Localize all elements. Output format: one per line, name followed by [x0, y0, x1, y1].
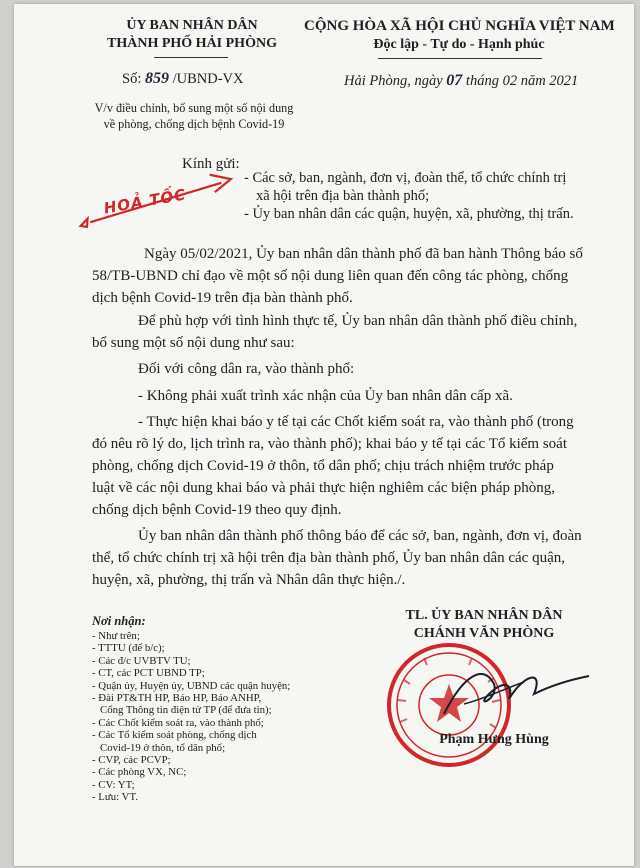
org-name-line1: ỦY BAN NHÂN DÂN — [126, 18, 258, 33]
recipient-item: - Các Tổ kiểm soát phòng, chống dịch — [92, 729, 257, 742]
org-underline — [154, 57, 228, 58]
paragraph-4: - Không phải xuất trình xác nhận của Ủy ban nhân dân cấp xã. — [138, 388, 513, 404]
addressee-label: Kính gửi: — [182, 156, 240, 172]
paragraph-5-line3: phòng, chống dịch Covid-19 ở thôn, tổ dân phố; chịu trách nhiệm trước pháp — [92, 458, 554, 474]
signer-name: Phạm Hưng Hùng — [439, 732, 549, 747]
recipient-item: - TTTU (để b/c); — [92, 642, 165, 655]
paragraph-2-line2: bổ sung một số nội dung như sau: — [92, 335, 295, 351]
recipient-item: Cổng Thông tin điện tử TP (để đưa tin); — [100, 704, 272, 717]
recipient-item: - Như trên; — [92, 630, 140, 642]
signature-line2: CHÁNH VĂN PHÒNG — [413, 626, 555, 641]
paragraph-6-line1: Ủy ban nhân dân thành phố thông báo để các sở, ban, ngành, đơn vị, đoàn — [138, 528, 582, 544]
recipient-item: - Các Chốt kiểm soát ra, vào thành phố; — [92, 716, 264, 729]
urgent-stamp — [71, 162, 248, 246]
addressee-item1-line1: - Các sở, ban, ngành, đơn vị, đoàn thể, tổ chức chính trị — [244, 170, 567, 186]
recipient-item: - CT, các PCT UBND TP; — [92, 667, 205, 680]
recipient-item: - CV: YT; — [92, 778, 135, 791]
urgent-stamp-text: HOẢ TỐC — [102, 185, 188, 218]
paragraph-6-line2: thể, tổ chức chính trị xã hội trên địa bàn thành phố, Ủy ban nhân dân các quận, — [92, 550, 565, 566]
document-number-value: 859 — [144, 70, 169, 87]
paragraph-1-line1: Ngày 05/02/2021, Ủy ban nhân dân thành phố đã ban hành Thông báo số — [144, 246, 583, 262]
paragraph-1-line2: 58/TB-UBND chỉ đạo về một số nội dung liên quan đến công tác phòng, chống — [92, 268, 569, 284]
paragraph-5-line2: đó nêu rõ lý do, lịch trình ra, vào thành phố); khai báo y tế tại các Tổ kiểm soát — [92, 436, 568, 452]
paragraph-6-line3: huyện, xã, phường, thị trấn và Nhân dân thực hiện./. — [92, 572, 406, 588]
paragraph-5-line1: - Thực hiện khai báo y tế tại các Chốt kiểm soát ra, vào thành phố (trong — [138, 414, 574, 430]
signature-scribble — [434, 654, 594, 734]
recipient-item: - CVP, các PCVP; — [92, 754, 171, 767]
subject-line2: về phòng, chống dịch bệnh Covid-19 — [103, 117, 285, 131]
paragraph-2-line1: Để phù hợp với tình hình thực tế, Ủy ban nhân dân thành phố điều chỉnh, — [138, 313, 578, 329]
addressee-item2: - Ủy ban nhân dân các quận, huyện, xã, phường, thị trấn. — [244, 206, 574, 222]
recipient-item: Covid-19 ở thôn, tổ dân phố; — [100, 741, 226, 754]
document-page — [14, 4, 634, 866]
nation-line2: Độc lập - Tự do - Hạnh phúc — [373, 37, 545, 52]
handwritten-signature — [434, 654, 594, 739]
paragraph-5-line4: luật về các nội dung khai báo và phải thực hiện nghiêm các biện pháp phòng, — [92, 480, 555, 496]
subject-line1: V/v điều chỉnh, bổ sung một số nội dung — [94, 101, 294, 115]
addressee-item1-line2: xã hội trên địa bàn thành phố; — [256, 188, 430, 204]
recipients-label: Nơi nhận: — [92, 614, 146, 628]
org-name-line2: THÀNH PHỐ HẢI PHÒNG — [107, 36, 277, 51]
recipient-item: - Lưu: VT. — [92, 791, 138, 804]
document-number: Số: 859 /UBND-VX — [122, 70, 244, 87]
recipients-list — [92, 630, 290, 804]
document-date: Hải Phòng, ngày 07 tháng 02 năm 2021 — [344, 72, 579, 89]
paragraph-5-line5: chống dịch bệnh Covid-19 theo quy định. — [92, 502, 342, 518]
paragraph-3: Đối với công dân ra, vào thành phố: — [138, 361, 355, 377]
recipient-item: - Đài PT&TH HP, Báo HP, Báo ANHP, — [92, 692, 262, 705]
recipient-item: - Các đ/c UVBTV TU; — [92, 654, 191, 667]
nation-line1: CỘNG HÒA XÃ HỘI CHỦ NGHĨA VIỆT NAM — [304, 18, 615, 34]
nation-underline — [378, 58, 542, 59]
recipient-item: - Các phòng VX, NC; — [92, 766, 187, 779]
paragraph-1-line3: dịch bệnh Covid-19 trên địa bàn thành phố. — [92, 290, 353, 306]
signature-line1: TL. ỦY BAN NHÂN DÂN — [405, 608, 563, 623]
recipient-item: - Quận ủy, Huyện ủy, UBND các quận huyện; — [92, 679, 291, 692]
